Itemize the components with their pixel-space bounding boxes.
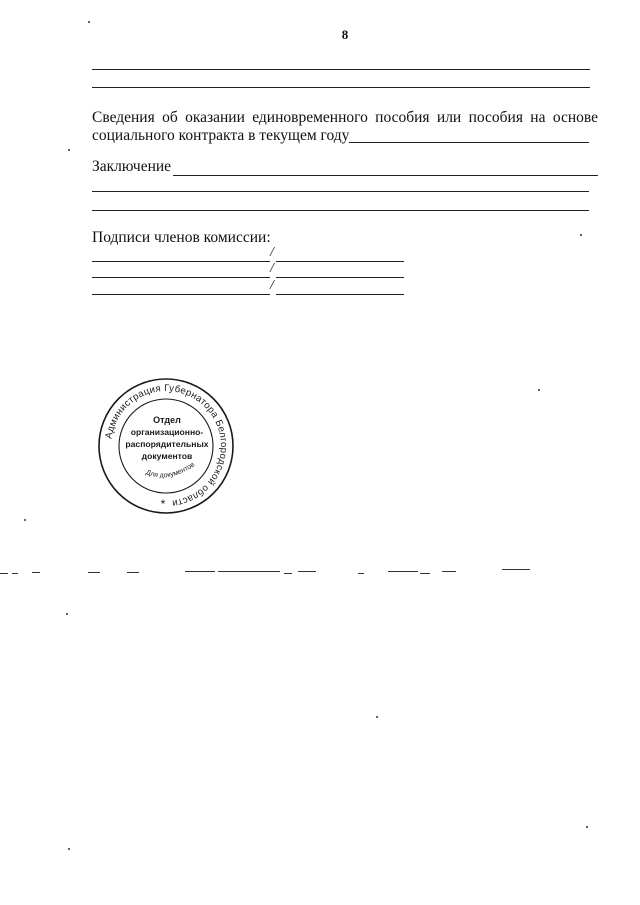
- scan-speck: [538, 389, 540, 391]
- stamp-center-line: документов: [141, 451, 193, 461]
- scan-speck: [586, 826, 588, 828]
- conclusion-blank[interactable]: [92, 210, 589, 211]
- signature-sign-blank[interactable]: [276, 261, 404, 262]
- scan-artifact: [388, 571, 418, 572]
- conclusion-blank[interactable]: [173, 175, 598, 176]
- scan-speck: [88, 21, 90, 23]
- signature-name-blank[interactable]: [92, 261, 270, 262]
- stamp-center-line: распорядительных: [125, 439, 209, 449]
- scan-speck: [66, 613, 68, 615]
- conclusion-blank[interactable]: [92, 191, 589, 192]
- signature-sign-blank[interactable]: [276, 294, 404, 295]
- stamp-bottom-text: Для документов: [144, 461, 197, 480]
- scan-speck: [24, 519, 26, 521]
- blank-line: [92, 69, 590, 70]
- stamp-ring-text: Администрация Губернатора Белгородской области: [103, 382, 230, 509]
- scan-artifact: [442, 571, 456, 572]
- scan-artifact: [88, 572, 100, 573]
- page-number: 8: [341, 27, 349, 42]
- signature-separator: /: [270, 278, 274, 293]
- signature-name-blank[interactable]: [92, 277, 270, 278]
- signature-separator: /: [270, 261, 274, 276]
- scan-artifact: [32, 572, 40, 573]
- conclusion-label: Заключение: [92, 158, 172, 175]
- scan-artifact: [185, 571, 215, 572]
- support-info-blank[interactable]: [349, 142, 589, 143]
- signature-sign-blank[interactable]: [276, 277, 404, 278]
- signature-name-blank[interactable]: [92, 294, 270, 295]
- stamp-star: *: [160, 497, 166, 511]
- scan-artifact: [127, 572, 139, 573]
- scan-artifact: [420, 573, 430, 574]
- scan-artifact: [298, 571, 316, 572]
- signatures-label: Подписи членов комиссии:: [92, 229, 271, 246]
- scan-speck: [376, 716, 378, 718]
- stamp-center-line: организационно-: [130, 427, 204, 437]
- scan-artifact: [502, 569, 530, 570]
- blank-line: [92, 87, 590, 88]
- support-info-text: Сведения об оказании единовременного пособия или пособия на основе: [92, 109, 598, 126]
- scan-speck: [580, 234, 582, 236]
- stamp-center-line: Отдел: [153, 415, 181, 425]
- scan-artifact: [0, 573, 8, 574]
- official-stamp: [97, 377, 235, 515]
- scan-speck: [68, 848, 70, 850]
- signature-separator: /: [270, 245, 274, 260]
- scan-artifact: [218, 571, 280, 572]
- support-info-text-continued: социального контракта в текущем году: [92, 127, 350, 144]
- scan-artifact: [284, 573, 292, 574]
- scan-speck: [68, 149, 70, 151]
- scan-artifact: [358, 573, 364, 574]
- scan-artifact: [12, 573, 18, 574]
